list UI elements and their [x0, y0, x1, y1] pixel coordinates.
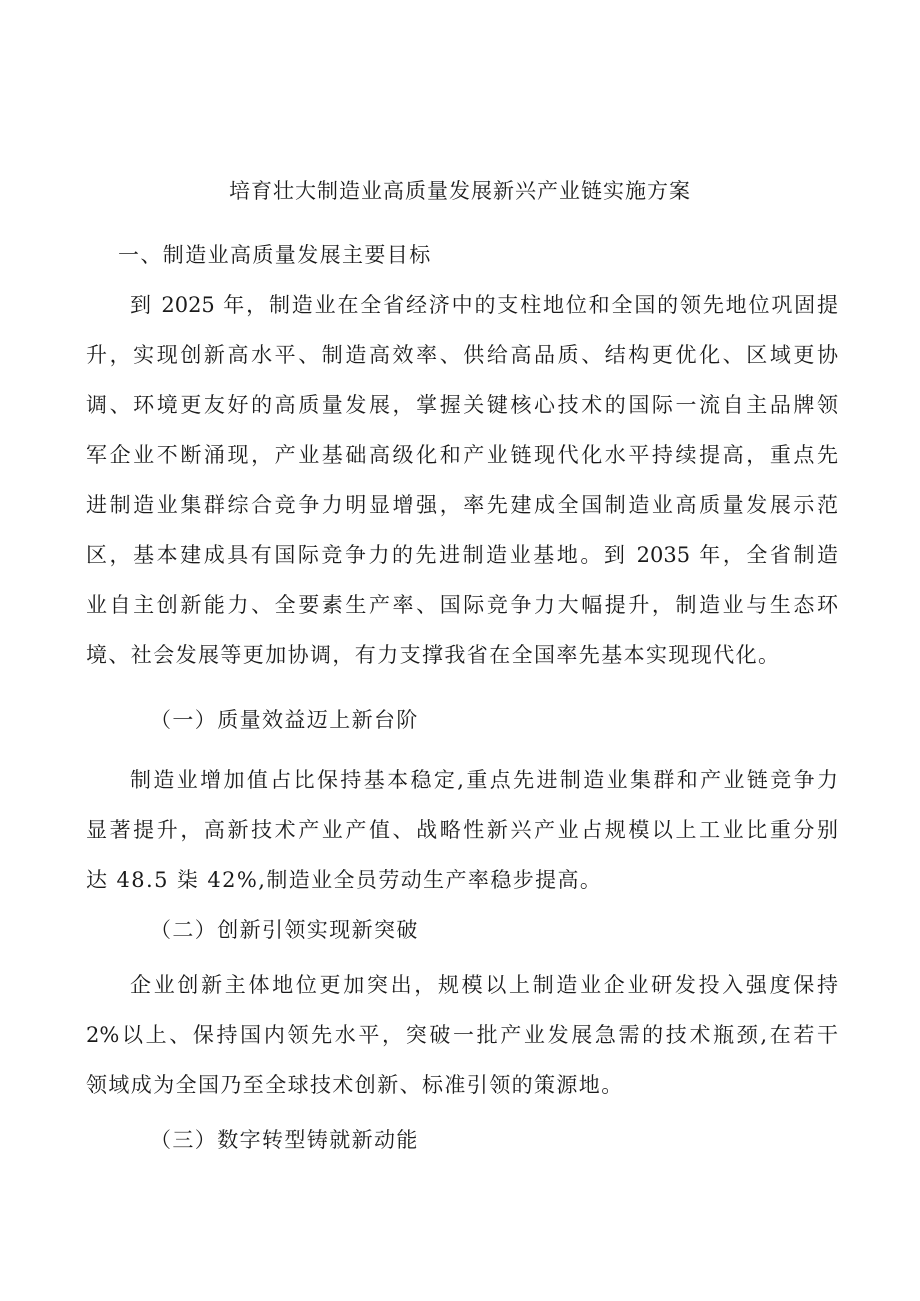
paragraph-line: 达 48.5 柒 42%,制造业全员劳动生产率稳步提高。: [86, 868, 603, 892]
paragraph-line: 境、社会发展等更加协调，有力支撑我省在全国率先基本实现现代化。: [86, 643, 781, 667]
subsection-heading: （二）创新引领实现新突破: [150, 918, 419, 942]
paragraph-line: 业自主创新能力、全要素生产率、国际竞争力大幅提升，制造业与生态环: [86, 593, 838, 617]
paragraph-line: 领域成为全国乃至全球技术创新、标准引领的策源地。: [86, 1073, 624, 1097]
document-title: 培育壮大制造业高质量发展新兴产业链实施方案: [229, 179, 691, 203]
paragraph-line: 进制造业集群综合竞争力明显增强，率先建成全国制造业高质量发展示范: [86, 493, 838, 517]
section-heading: 一、制造业高质量发展主要目标: [118, 243, 432, 267]
paragraph-line: 2%以上、保持国内领先水平，突破一批产业发展急需的技术瓶颈,在若干: [86, 1023, 838, 1047]
paragraph-line: 调、环境更友好的高质量发展，掌握关键核心技术的国际一流自主品牌领: [86, 393, 838, 417]
paragraph-line: 企业创新主体地位更加突出，规模以上制造业企业研发投入强度保持: [130, 973, 838, 997]
paragraph-line: 区，基本建成具有国际竞争力的先进制造业基地。到 2035 年，全省制造: [86, 543, 838, 567]
paragraph-line: 显著提升，高新技术产业产值、战略性新兴产业占规模以上工业比重分别: [86, 818, 838, 842]
paragraph-line: 到 2025 年，制造业在全省经济中的支柱地位和全国的领先地位巩固提: [130, 293, 838, 317]
subsection-heading: （一）质量效益迈上新台阶: [150, 708, 419, 732]
subsection-heading: （三）数字转型铸就新动能: [150, 1128, 419, 1152]
paragraph-line: 军企业不断涌现，产业基础高级化和产业链现代化水平持续提高，重点先: [86, 443, 838, 467]
paragraph-line: 制造业增加值占比保持基本稳定,重点先进制造业集群和产业链竞争力: [130, 768, 838, 792]
paragraph-line: 升，实现创新高水平、制造高效率、供给高品质、结构更优化、区域更协: [86, 343, 838, 367]
